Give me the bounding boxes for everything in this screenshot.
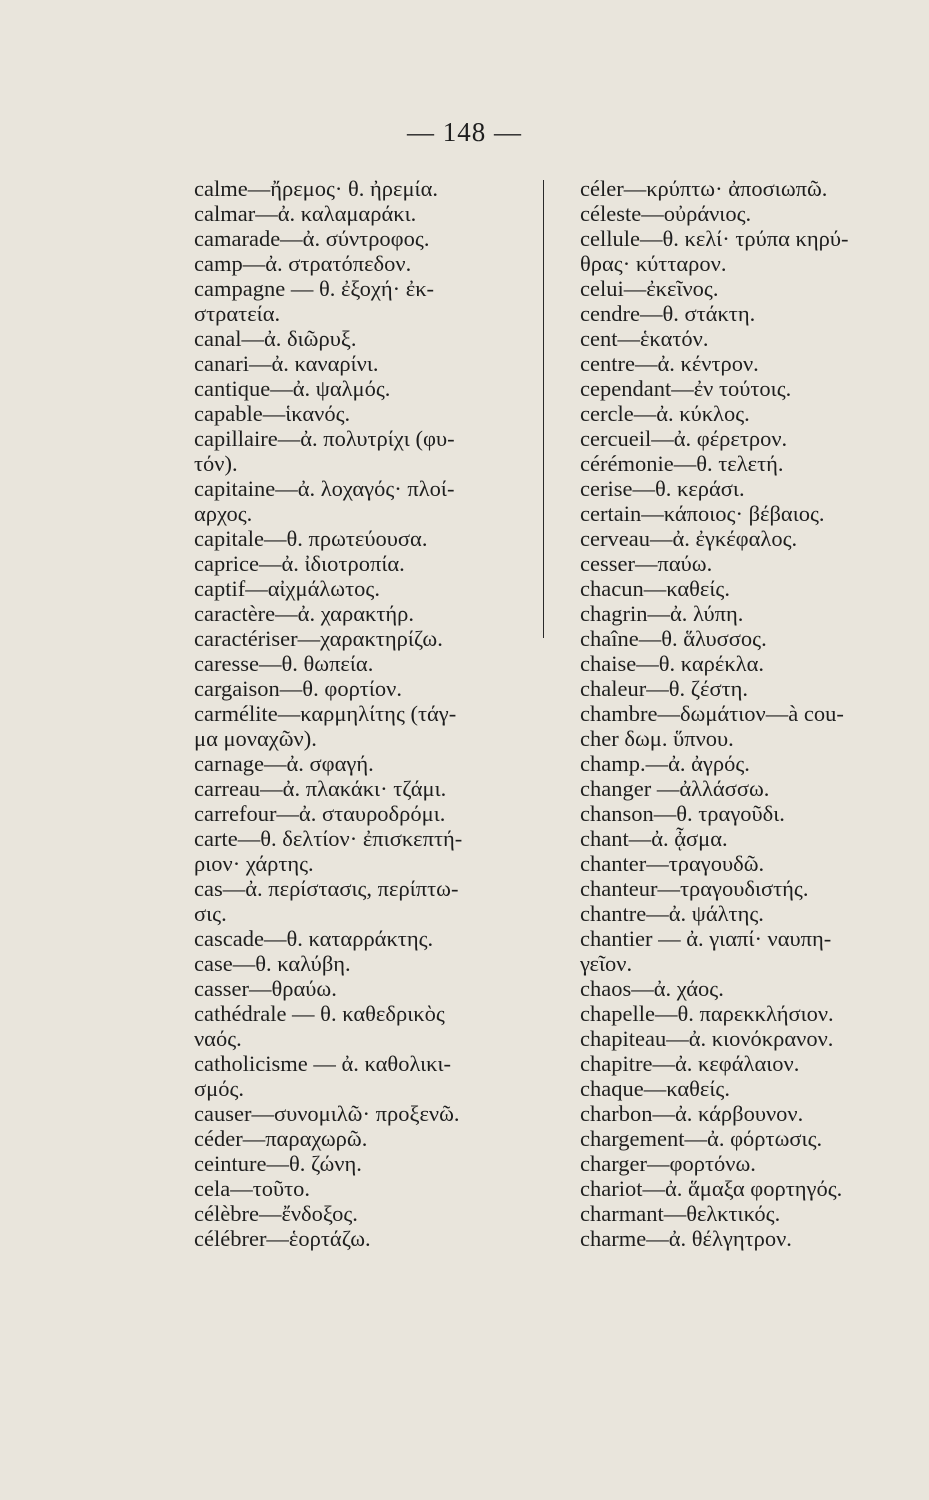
dictionary-line: σμός. (194, 1076, 244, 1101)
dictionary-line: caractère—ἀ. χαρακτήρ. (194, 601, 414, 626)
dictionary-line: chanson—θ. τραγοῦδι. (580, 801, 785, 826)
dictionary-line: centre—ἀ. κέντρον. (580, 351, 759, 376)
dictionary-line: charbon—ἀ. κάρβουνον. (580, 1101, 804, 1126)
dictionary-line: céleste—οὐράνιος. (580, 201, 752, 226)
dictionary-line: θρας· κύτταρον. (580, 251, 727, 276)
dictionary-line: chariot—ἀ. ἅμαξα φορτηγός. (580, 1176, 843, 1201)
dictionary-line: case—θ. καλύβη. (194, 951, 351, 976)
dictionary-line: calmar—ἀ. καλαμαράκι. (194, 201, 417, 226)
dictionary-line: camarade—ἀ. σύντροφος. (194, 226, 430, 251)
dictionary-line: caprice—ἀ. ἰδιοτροπία. (194, 551, 405, 576)
dictionary-line: campagne — θ. ἐξοχή· ἐκ- (194, 276, 435, 301)
dictionary-line: chagrin—ἀ. λύπη. (580, 601, 744, 626)
page-number: — 148 — (407, 117, 522, 147)
dictionary-line: capillaire—ἀ. πολυτρίχι (φυ- (194, 426, 455, 451)
dictionary-line: ceinture—θ. ζώνη. (194, 1151, 362, 1176)
dictionary-line: charme—ἀ. θέλγητρον. (580, 1226, 792, 1251)
dictionary-line: caractériser—χαρακτηρίζω. (194, 626, 443, 651)
dictionary-line: cercueil—ἀ. φέρετρον. (580, 426, 788, 451)
dictionary-line: chanteur—τραγουδιστής. (580, 876, 809, 901)
dictionary-line: carrefour—ἀ. σταυροδρόμι. (194, 801, 446, 826)
dictionary-line: cent—ἑκατόν. (580, 326, 709, 351)
dictionary-line: changer —ἀλλάσσω. (580, 776, 770, 801)
dictionary-line: chanter—τραγουδῶ. (580, 851, 765, 876)
dictionary-line: célèbre—ἔνδοξος. (194, 1201, 358, 1226)
dictionary-line: cesser—παύω. (580, 551, 713, 576)
dictionary-line: catholicisme — ἀ. καθολικι- (194, 1051, 452, 1076)
dictionary-line: célébrer—ἑορτάζω. (194, 1226, 371, 1251)
dictionary-line: chaîne—θ. ἅλυσσος. (580, 626, 767, 651)
dictionary-line: cascade—θ. καταρράκτης. (194, 926, 434, 951)
dictionary-line: céder—παραχωρῶ. (194, 1126, 368, 1151)
dictionary-line: cas—ἀ. περίστασις, περίπτω- (194, 876, 459, 901)
left-column (194, 176, 512, 1251)
dictionary-line: chapelle—θ. παρεκκλήσιον. (580, 1001, 834, 1026)
dictionary-line: champ.—ἀ. ἀγρός. (580, 751, 750, 776)
dictionary-line: carreau—ἀ. πλακάκι· τζάμι. (194, 776, 447, 801)
dictionary-line: caresse—θ. θωπεία. (194, 651, 374, 676)
dictionary-line: captif—αἰχμάλωτος. (194, 576, 380, 601)
dictionary-line: chant—ἀ. ᾆσμα. (580, 826, 728, 851)
dictionary-line: στρατεία. (194, 301, 281, 326)
dictionary-line: céler—κρύπτω· ἀποσιωπῶ. (580, 176, 828, 201)
dictionary-line: chaise—θ. καρέκλα. (580, 651, 765, 676)
dictionary-line: cathédrale — θ. καθεδρικὸς (194, 1001, 445, 1026)
dictionary-line: calme—ἤρεμος· θ. ἠρεμία. (194, 176, 438, 201)
dictionary-line: chaos—ἀ. χάος. (580, 976, 724, 1001)
dictionary-line: capitaine—ἀ. λοχαγός· πλοί- (194, 476, 455, 501)
dictionary-line: canal—ἀ. διῶρυξ. (194, 326, 357, 351)
dictionary-line: cercle—ἀ. κύκλος. (580, 401, 750, 426)
dictionary-line: carnage—ἀ. σφαγή. (194, 751, 374, 776)
dictionary-line: casser—θραύω. (194, 976, 337, 1001)
dictionary-line: chantier — ἀ. γιαπί· ναυπη- (580, 926, 832, 951)
dictionary-line: cérémonie—θ. τελετή. (580, 451, 784, 476)
column-divider (543, 180, 544, 638)
dictionary-line: ριον· χάρτης. (194, 851, 314, 876)
dictionary-line: chacun—καθείς. (580, 576, 730, 601)
dictionary-line: charger—φορτόνω. (580, 1151, 756, 1176)
dictionary-line: canari—ἀ. καναρίνι. (194, 351, 379, 376)
dictionary-line: ναός. (194, 1026, 242, 1051)
dictionary-line: cendre—θ. στάκτη. (580, 301, 756, 326)
dictionary-line: γεῖον. (580, 951, 633, 976)
dictionary-line: chantre—ἀ. ψάλτης. (580, 901, 764, 926)
dictionary-line: capitale—θ. πρωτεύουσα. (194, 526, 428, 551)
dictionary-line: cerveau—ἀ. ἐγκέφαλος. (580, 526, 798, 551)
dictionary-line: charmant—θελκτικός. (580, 1201, 781, 1226)
dictionary-line: chaque—καθείς. (580, 1076, 730, 1101)
dictionary-line: σις. (194, 901, 227, 926)
dictionary-line: certain—κάποιος· βέβαιος. (580, 501, 825, 526)
dictionary-line: cher δωμ. ὕπνου. (580, 726, 734, 751)
dictionary-line: cependant—ἐν τούτοις. (580, 376, 792, 401)
dictionary-line: cela—τοῦτο. (194, 1176, 311, 1201)
dictionary-line: cargaison—θ. φορτίον. (194, 676, 402, 701)
dictionary-line: μα μοναχῶν). (194, 726, 317, 751)
right-column (580, 176, 905, 1251)
dictionary-line: cellule—θ. κελί· τρύπα κηρύ- (580, 226, 849, 251)
dictionary-line: chargement—ἀ. φόρτωσις. (580, 1126, 823, 1151)
dictionary-line: chaleur—θ. ζέστη. (580, 676, 749, 701)
dictionary-line: chapiteau—ἀ. κιονόκρανον. (580, 1026, 834, 1051)
dictionary-line: capable—ἱκανός. (194, 401, 351, 426)
dictionary-line: carmélite—καρμηλίτης (τάγ- (194, 701, 457, 726)
dictionary-line: celui—ἐκεῖνος. (580, 276, 719, 301)
dictionary-line: carte—θ. δελτίον· ἐπισκεπτή- (194, 826, 463, 851)
dictionary-line: chapitre—ἀ. κεφάλαιον. (580, 1051, 800, 1076)
dictionary-line: αρχος. (194, 501, 253, 526)
dictionary-line: τόν). (194, 451, 238, 476)
dictionary-line: causer—συνομιλῶ· προξενῶ. (194, 1101, 460, 1126)
dictionary-line: camp—ἀ. στρατόπεδον. (194, 251, 412, 276)
dictionary-line: cerise—θ. κεράσι. (580, 476, 745, 501)
dictionary-line: cantique—ἀ. ψαλμός. (194, 376, 391, 401)
dictionary-line: chambre—δωμάτιον—à cou- (580, 701, 844, 726)
